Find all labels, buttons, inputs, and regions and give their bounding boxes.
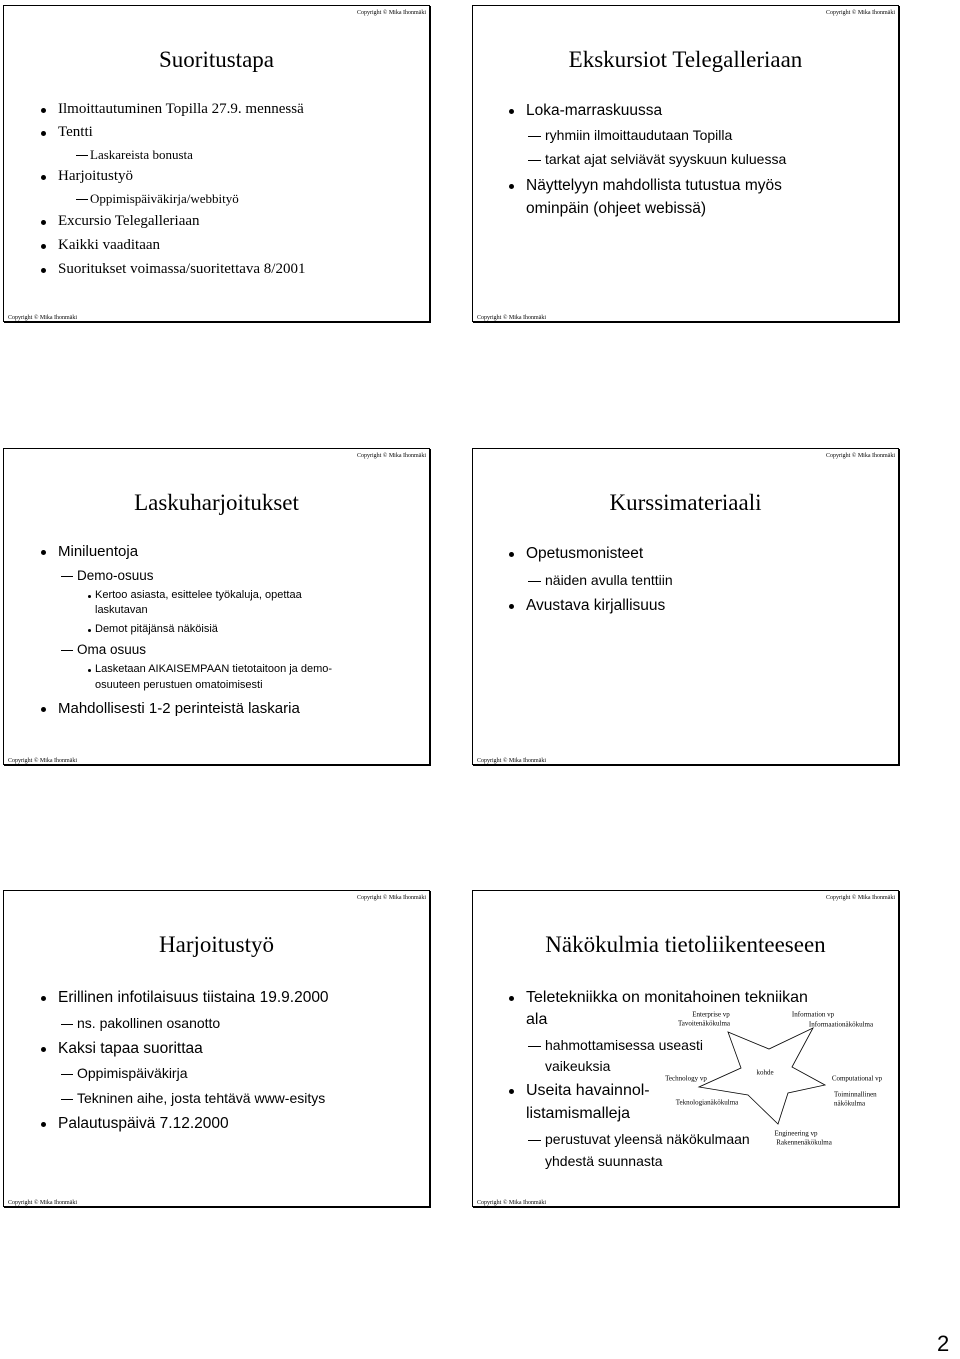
bullet-text: Useita havainnol-: [526, 1082, 650, 1099]
bullet-dot: [41, 707, 46, 712]
copyright-text: Copyright © Mika Ihonmäki: [477, 315, 547, 321]
slide-laskuharjoitukset: [3, 448, 430, 765]
diagram-center-label: kohde: [756, 1068, 774, 1077]
viewpoint-name: Technology vp: [665, 1074, 707, 1083]
sub-bullet-text: ns. pakollinen osanotto: [77, 1015, 221, 1031]
bullet-text: Loka-marraskuussa: [526, 102, 663, 119]
copyright-text: Copyright © Mika Ihonmäki: [356, 453, 426, 459]
sub-bullet-text: perustuvat yleensä näkökulmaan: [545, 1131, 750, 1147]
viewpoint-name: Information vp: [791, 1010, 835, 1019]
sub-bullet-dot: [88, 595, 91, 598]
bullet-text: Teletekniikka on monitahoinen tekniikan: [526, 989, 808, 1006]
sub-bullet-text: Laskareista bonusta: [90, 147, 193, 162]
sub-bullet-text: tarkat ajat selviävät syyskuun kuluessa: [545, 151, 787, 167]
bullet-text-continuation: listamismalleja: [526, 1105, 631, 1122]
bullet-text: Miniluentoja: [58, 543, 139, 560]
bullet-text: Suoritukset voimassa/suoritettava 8/2001: [58, 261, 306, 277]
viewpoint-label: Tavoitenäkökulma: [678, 1019, 730, 1028]
sub-bullet-text: Oppimispäiväkirja: [77, 1065, 188, 1081]
sub-sub-bullet-text: Lasketaan AIKAISEMPAAN tietotaitoon ja demo-: [95, 663, 333, 675]
dash-marker: [528, 136, 541, 137]
copyright-text: Copyright © Mika Ihonmäki: [825, 10, 895, 16]
bullet-text: Kaksi tapaa suorittaa: [58, 1040, 203, 1057]
copyright-text: Copyright © Mika Ihonmäki: [8, 758, 78, 764]
bullet-text: Mahdollisesti 1-2 perinteistä laskaria: [58, 700, 300, 717]
sub-bullet-text-continuation: yhdestä suunnasta: [545, 1153, 663, 1169]
bullet-dot: [509, 604, 514, 609]
copyright-text: Copyright © Mika Ihonmäki: [356, 10, 426, 16]
copyright-text: Copyright © Mika Ihonmäki: [477, 1200, 547, 1206]
dash-marker: [61, 1099, 73, 1100]
viewpoint-label: Informaationäkökulma: [808, 1020, 874, 1029]
dash-marker: [61, 576, 73, 577]
slide-title: Suoritustapa: [159, 47, 274, 72]
viewpoints-diagram: [473, 891, 898, 1206]
bullet-text: Kaikki vaaditaan: [58, 237, 161, 253]
slide-ekskursiot: [472, 5, 899, 322]
bullet-text: Avustava kirjallisuus: [526, 597, 666, 614]
bullet-dot: [41, 244, 46, 249]
copyright-text: Copyright © Mika Ihonmäki: [477, 758, 547, 764]
slide-suoritustapa: [3, 5, 430, 322]
sub-bullet-text: hahmottamisessa useasti: [545, 1037, 703, 1053]
sub-bullet-text: Demo-osuus: [77, 568, 154, 583]
dash-marker: [61, 1074, 73, 1075]
bullet-dot: [509, 552, 514, 557]
bullet-dot: [41, 1047, 46, 1052]
viewpoint-name: Computational vp: [831, 1074, 883, 1083]
dash-marker: [61, 650, 73, 651]
bullet-text: Näyttelyyn mahdollista tutustua myös: [526, 177, 782, 194]
slide-title: Harjoitustyö: [159, 932, 274, 957]
sub-sub-bullet-text-continuation: osuuteen perustuen omatoimisesti: [95, 679, 263, 691]
copyright-text: Copyright © Mika Ihonmäki: [825, 895, 895, 901]
slide-title: Ekskursiot Telegalleriaan: [568, 47, 803, 72]
bullet-text-continuation: ala: [526, 1011, 548, 1028]
bullet-text: Ilmoittautuminen Topilla 27.9. mennessä: [58, 101, 304, 117]
dash-marker: [528, 581, 541, 582]
bullet-dot: [41, 220, 46, 225]
bullet-dot: [41, 1122, 46, 1127]
dash-marker: [76, 199, 88, 200]
sub-sub-bullet-text: Demot pitäjänsä näköisiä: [95, 623, 218, 635]
sub-bullet-text: ryhmiin ilmoittaudutaan Topilla: [545, 127, 733, 143]
slide-title: Laskuharjoitukset: [134, 490, 299, 515]
sub-bullet-text-continuation: vaikeuksia: [545, 1058, 611, 1074]
sub-sub-bullet-text-continuation: laskutavan: [95, 604, 148, 616]
slide-title: Kurssimateriaali: [609, 490, 762, 515]
bullet-dot: [509, 184, 514, 189]
sub-bullet-text: Tekninen aihe, josta tehtävä www-esitys: [77, 1090, 326, 1106]
page-number: 2: [937, 1331, 950, 1356]
dash-marker: [61, 1024, 73, 1025]
bullet-dot: [41, 175, 46, 180]
copyright-text: Copyright © Mika Ihonmäki: [8, 315, 78, 321]
bullet-dot: [41, 131, 46, 136]
bullet-text: Excursio Telegalleriaan: [58, 213, 200, 229]
bullet-text: Erillinen infotilaisuus tiistaina 19.9.2000: [58, 989, 329, 1006]
bullet-dot: [41, 550, 46, 555]
viewpoint-label: Rakennenäkökulma: [776, 1138, 832, 1147]
slide-harjoitustyo: [3, 890, 430, 1207]
bullet-dot: [41, 996, 46, 1001]
bullet-text: Harjoitustyö: [58, 168, 133, 184]
viewpoint-name: Engineering vp: [774, 1129, 818, 1138]
slide-nakokulmia: [472, 890, 899, 1207]
bullet-text: Opetusmonisteet: [526, 545, 644, 562]
sub-bullet-text: Oma osuus: [77, 642, 147, 657]
bullet-text-continuation: ominpäin (ohjeet webissä): [526, 200, 707, 217]
bullet-text: Palautuspäivä 7.12.2000: [58, 1115, 229, 1132]
sub-sub-bullet-text: Kertoo asiasta, esittelee työkaluja, opettaa: [95, 589, 302, 601]
slide-title: Näkökulmia tietoliikenteeseen: [545, 932, 826, 957]
viewpoint-name: Enterprise vp: [692, 1010, 730, 1019]
copyright-text: Copyright © Mika Ihonmäki: [825, 453, 895, 459]
bullet-text: Tentti: [58, 124, 93, 140]
viewpoint-label: näkökulma: [834, 1099, 866, 1108]
sub-bullet-dot: [88, 629, 91, 632]
dash-marker: [528, 160, 541, 161]
copyright-text: Copyright © Mika Ihonmäki: [356, 895, 426, 901]
slide-kurssimateriaali: [472, 448, 899, 765]
viewpoint-label: Teknologianäkökulma: [675, 1098, 739, 1107]
dash-marker: [76, 155, 88, 156]
viewpoint-label: Toiminnallinen: [834, 1090, 877, 1099]
bullet-dot: [509, 109, 514, 114]
bullet-dot: [41, 108, 46, 113]
sub-bullet-dot: [88, 669, 91, 672]
sub-bullet-text: näiden avulla tenttiin: [545, 572, 673, 588]
copyright-text: Copyright © Mika Ihonmäki: [8, 1200, 78, 1206]
sub-bullet-text: Oppimispäiväkirja/webbityö: [90, 191, 239, 206]
bullet-dot: [41, 268, 46, 273]
